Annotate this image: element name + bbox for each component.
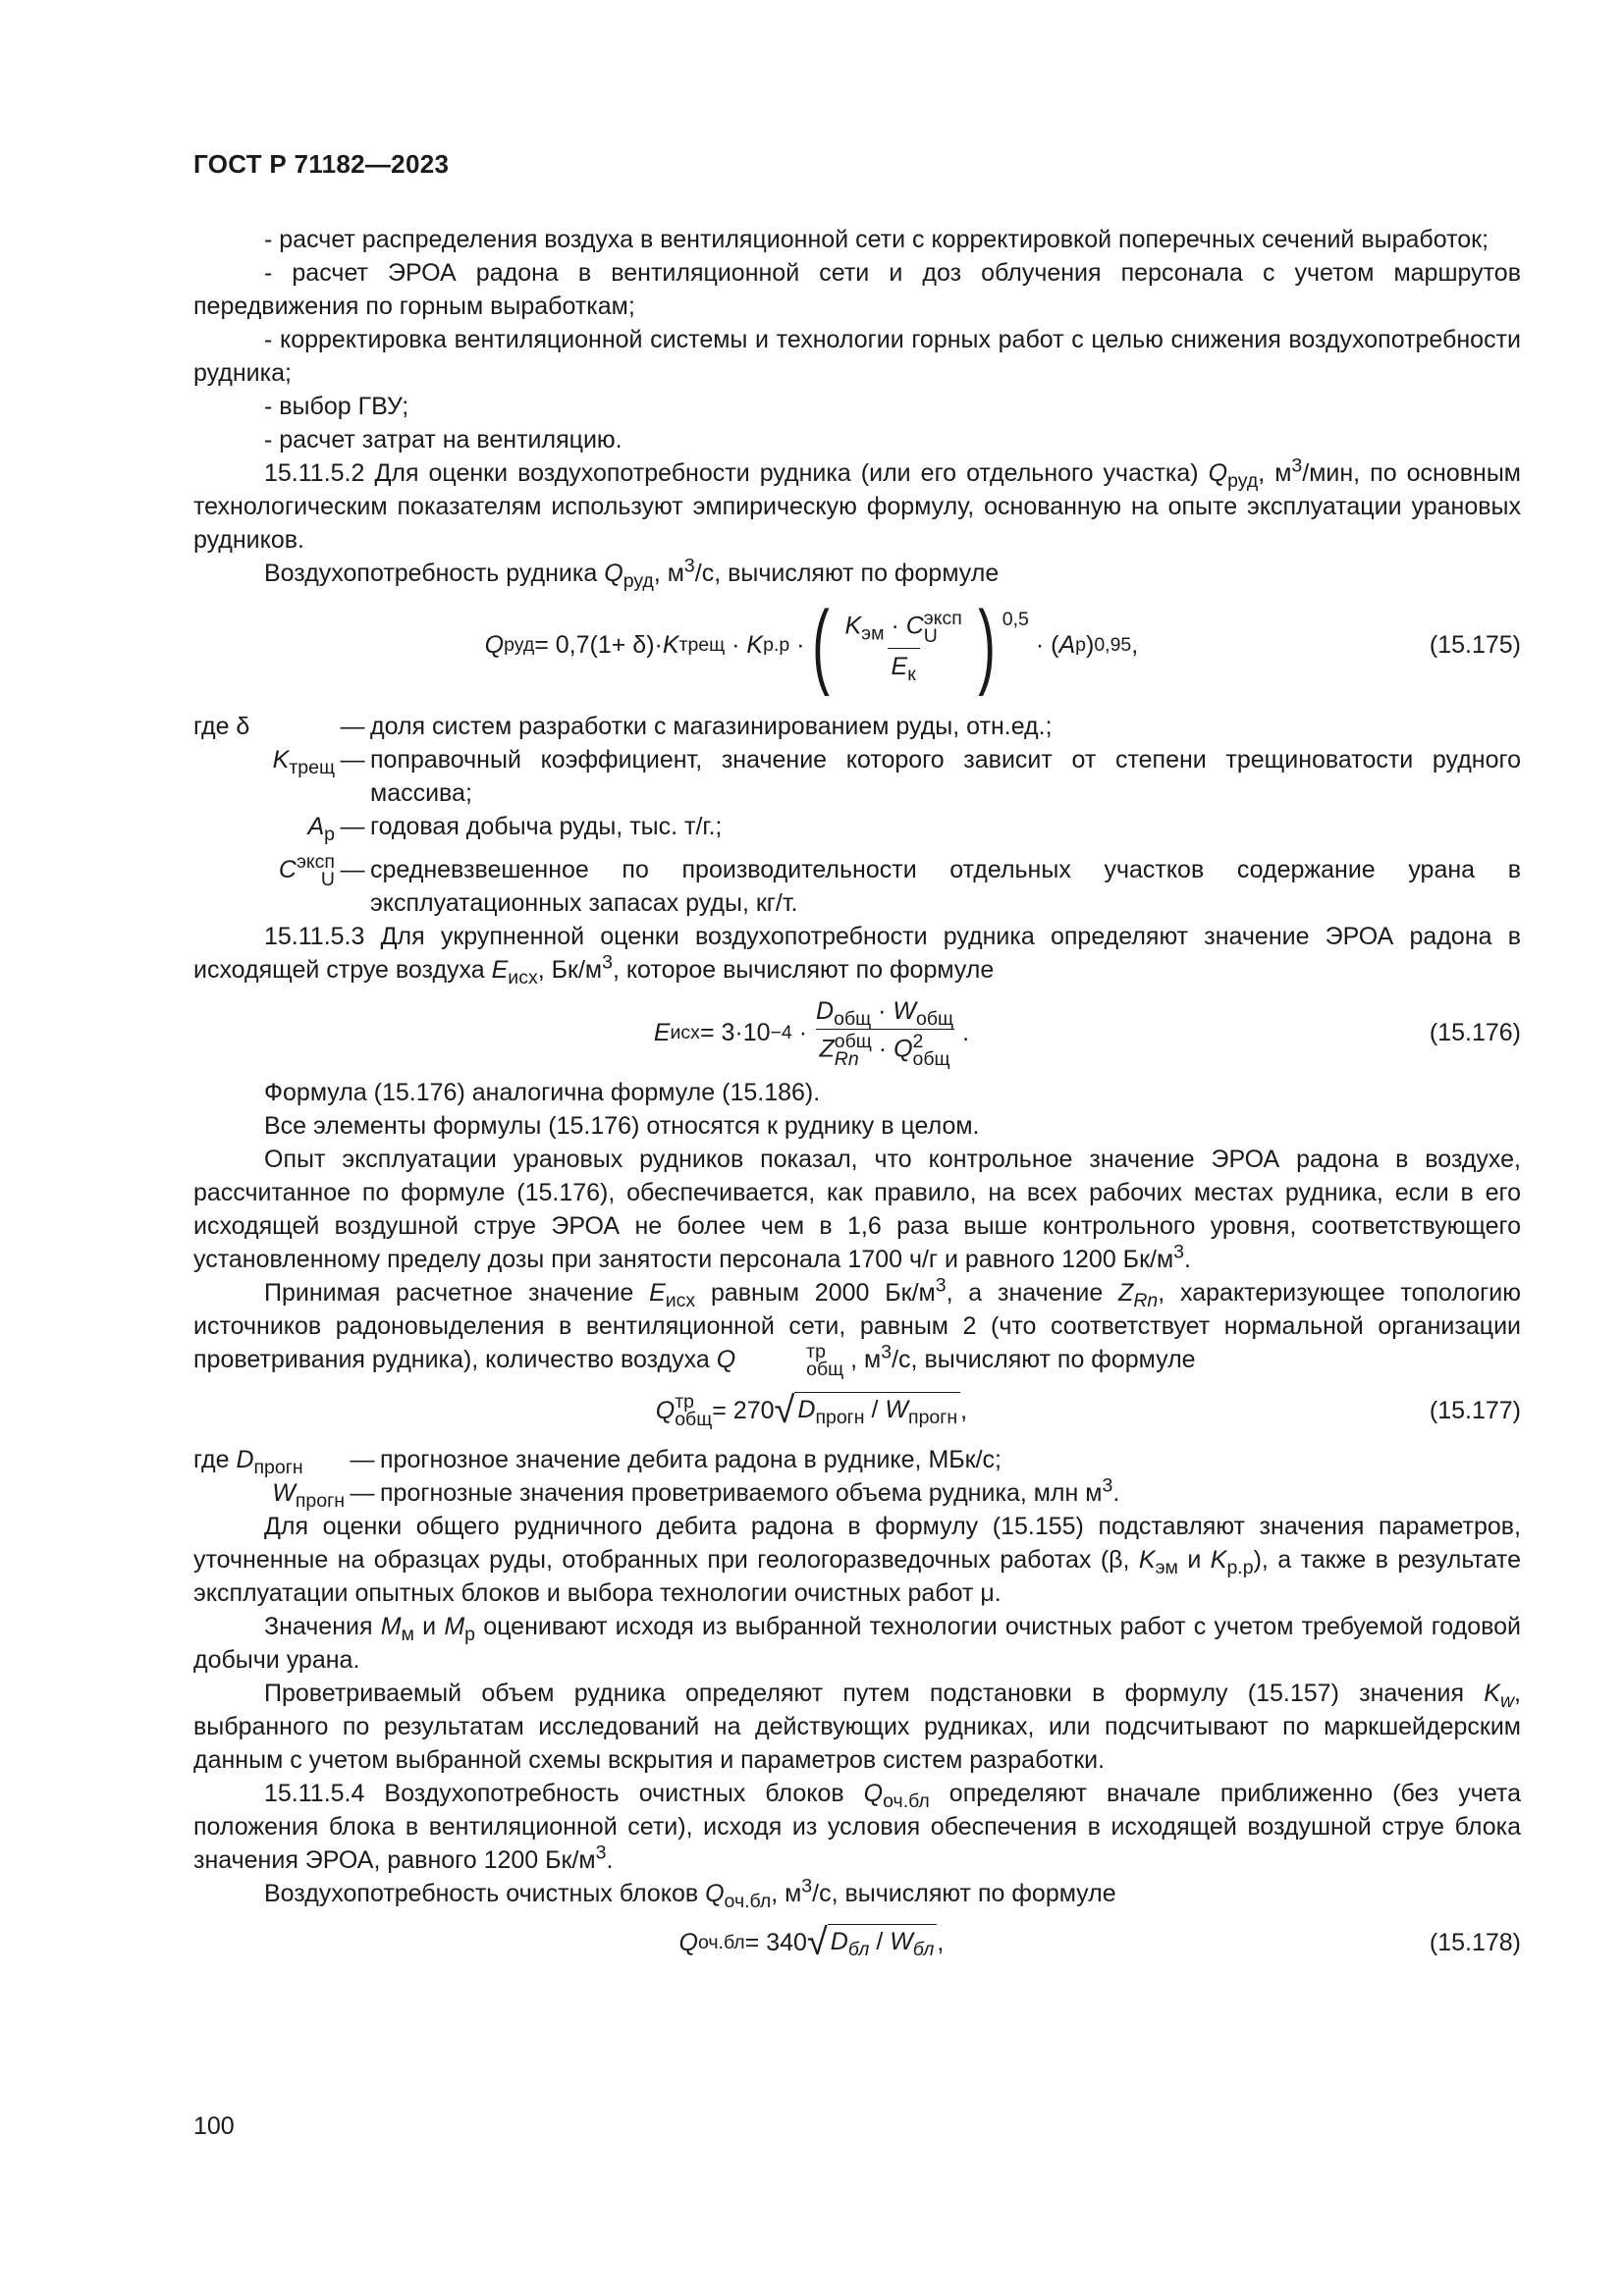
fraction: $D_{общ} \cdot W_{общ}$ Z общ Rn · Q 2 общ [816, 997, 954, 1070]
definition-item: $K_{трещ}$ — поправочный коэффициент, значение которого зависит от степени трещиноватости рудного массива; [272, 746, 1521, 807]
equation-number: (15.177) [1429, 1397, 1521, 1425]
paragraph: Принимая расчетное значение $E_{исх}$ равным 2000 $Бк/м^3$, а значение $Z_{Rn}$, характеризующее топологию источников радоновыделения в вентиляционной сети, равным 2 (что соответствует нормальной организации проветривания рудника), количество воздуха Q тр общ , $м^3/с$, вычисляют по формуле [193, 1274, 1521, 1381]
equation-number: (15.175) [1429, 631, 1521, 659]
equation-15-178 [193, 1922, 1521, 1964]
bullet-item: - расчет ЭРОА радона в вентиляционной сети и доз облучения персонала с учетом маршрутов передвижения по горным выработкам; [193, 259, 1521, 320]
definitions-list [193, 1443, 1521, 1513]
formula-intro: Воздухопотребность рудника $Q_{руд}$, $м^3/с$, вычисляют по формуле [264, 555, 1000, 592]
paragraph: Проветриваемый объем рудника определяют путем подстановки в формулу (15.157) значения $K_w$, выбранного по результатам исследований на действующих рудниках, или подсчитывают по маркшейдерским данным с учетом выбранной схемы вскрытия и параметров систем разработки. [193, 1680, 1521, 1775]
bullet-item: - расчет затрат на вентиляцию. [264, 426, 623, 454]
paragraph: Все элементы формулы (15.176) относятся к руднику в целом. [264, 1112, 980, 1140]
paragraph: Формула (15.176) аналогична формуле (15.186). [264, 1079, 821, 1106]
fraction: $K_{эм} \cdot C$ эксп U $E_к$ [844, 607, 962, 685]
definition-item: C эксп U — средневзвешенное по производительности отдельных участков содержание урана в эксплуатационных запасах руды, кг/т. [278, 851, 1521, 917]
equation-15-177 [193, 1390, 1521, 1432]
paragraph: Значения $M_м$ и $M_р$ оценивают исходя из выбранной технологии очистных работ с учетом требуемой годовой добычи урана. [193, 1613, 1522, 1675]
square-root: √ $D_{прогн} / W_{прогн}$ [775, 1392, 961, 1429]
equation-number: (15.178) [1429, 1929, 1521, 1957]
equation-number: (15.176) [1429, 1018, 1521, 1046]
definition-item: $A_р$ — годовая добыча руды, тыс. т/г.; [307, 813, 723, 845]
paragraph-15-11-5-2: 15.11.5.2 Для оценки воздухопотребности рудника (или его отдельного участка) $Q_{руд}$, $м^3$/мин, по основным технологическим показателям используют эмпирическую формулу, основанную на опыте эксплуатации урановых рудников. [193, 454, 1521, 554]
equation-15-175 [193, 592, 1521, 697]
formula-intro: Воздухопотребность очистных блоков $Q_{оч.бл}$, $м^3/с$, вычисляют по формуле [264, 1876, 1116, 1913]
definitions-list [193, 710, 1521, 920]
paragraph: Для оценки общего рудничного дебита радона в формулу (15.155) подставляют значения параметров, уточненные на образцах руды, отобранных при геологоразведочных работах (β, $K_{эм}$ и $K_{р.р}$), а также в результате эксплуатации опытных блоков и выбора технологии очистных работ μ. [193, 1513, 1521, 1608]
paragraph-15-11-5-4: 15.11.5.4 Воздухопотребность очистных блоков $Q_{оч.бл}$ определяют вначале приближенно (без учета положения блока в вентиляционной сети), исходя из условия обеспечения в исходящей воздушной струе блока значения ЭРОА, равного 1200 $Бк/м^3$. [193, 1780, 1521, 1875]
formula: E исх = 3·10 −4 · $D_{общ} \cdot W_{общ}$ Z общ Rn · Q 2 общ . [653, 997, 970, 1070]
definition-item: $W_{прогн}$ — прогнозные значения проветриваемого объема рудника, млн $м^3$. [272, 1475, 1120, 1513]
paragraph: Опыт эксплуатации урановых рудников показал, что контрольное значение ЭРОА радона в воздухе, рассчитанное по формуле (15.176), обеспечивается, как правило, на всех рабочих местах рудника, если в его исходящей воздушной струе ЭРОА не более чем в 1,6 раза выше контрольного уровня, соответствующего установленному пределу дозы при занятости персонала 1700 ч/г и равного 1200 $Бк/м^3$. [193, 1146, 1521, 1273]
document-header: ГОСТ Р 71182—2023 [193, 149, 450, 179]
formula: Q руд = 0,7(1+ δ)· K трещ · K р.р · ( $K_{эм} \cdot C$ эксп U $E_к$ ) $^{0,5}$ · ( A р ) 0,95 , [484, 592, 1139, 697]
bullet-item: - корректировка вентиляционной системы и технологии горных работ с целью снижения воздухопотребности рудника; [193, 326, 1521, 387]
formula: Q тр общ = 270 √ $D_{прогн} / W_{прогн}$ , [655, 1390, 968, 1432]
paragraph-15-11-5-3: 15.11.5.3 Для укрупненной оценки воздухопотребности рудника определяют значение ЭРОА радона в исходящей струе воздуха $E_{исх}$, $Бк/м^3$, которое вычисляют по формуле [193, 923, 1521, 988]
square-root: √ $D_{бл} / W_{бл}$ [807, 1924, 937, 1961]
definition-item: где δ — доля систем разработки с магазинированием руды, отн.ед.; [193, 713, 1053, 740]
document-body [193, 223, 1522, 1964]
formula: Q оч.бл = 340 √ $D_{бл} / W_{бл}$ , [678, 1922, 945, 1964]
bullet-item: - выбор ГВУ; [264, 393, 409, 420]
equation-15-176 [193, 996, 1521, 1068]
bullet-item: - расчет распределения воздуха в вентиляционной сети с корректировкой поперечных сечений выработок; [264, 226, 1489, 253]
page-number: 100 [193, 2112, 235, 2140]
definition-item: где $D_{прогн}$ — прогнозное значение дебита радона в руднике, МБк/с; [193, 1446, 1002, 1479]
